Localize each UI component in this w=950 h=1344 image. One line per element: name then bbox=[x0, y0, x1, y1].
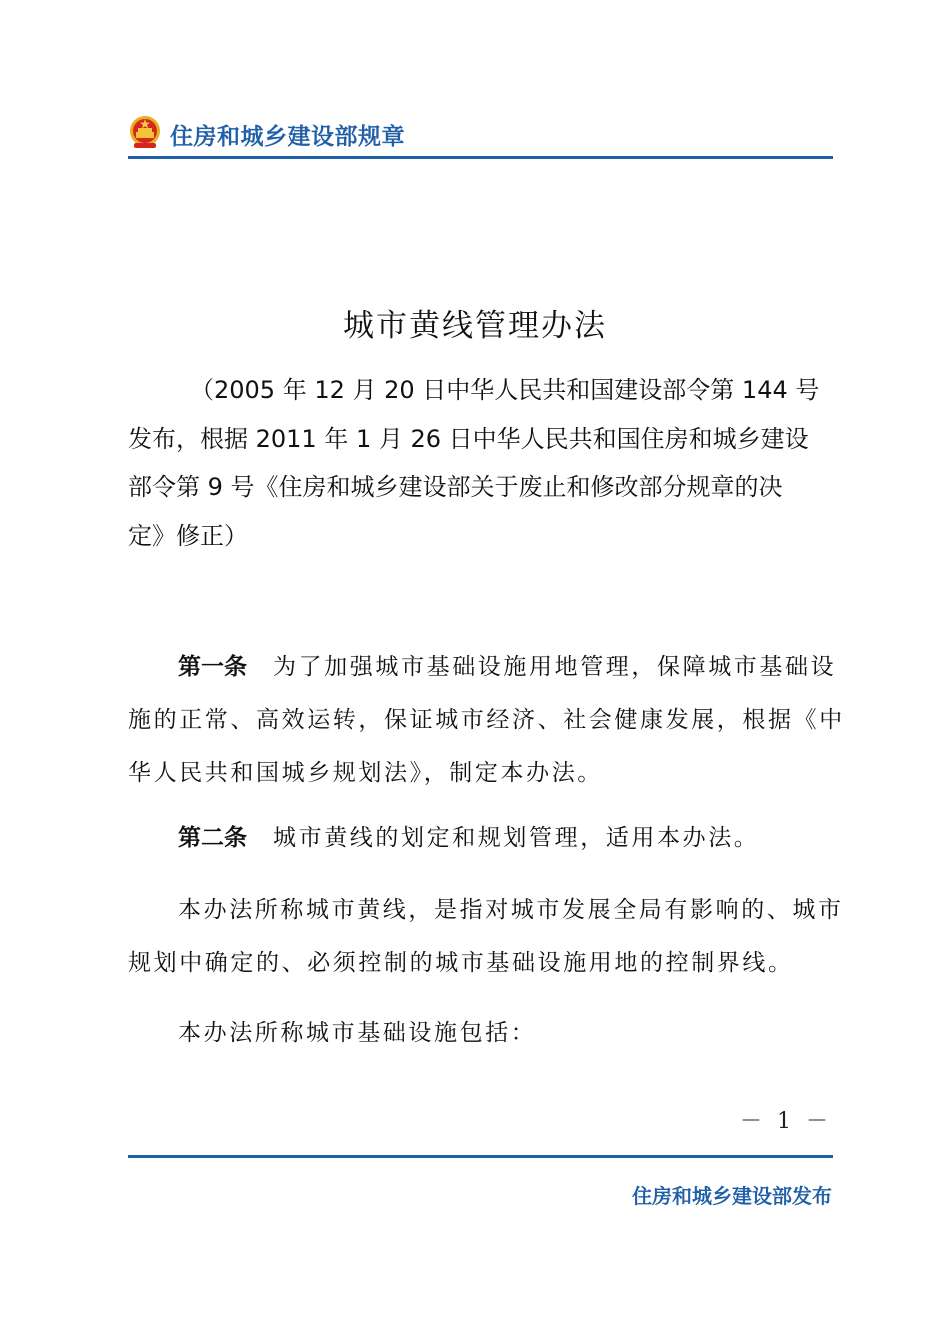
national-emblem-icon bbox=[128, 114, 162, 150]
definition-paragraph bbox=[128, 884, 844, 990]
article-2-paragraph bbox=[128, 812, 833, 865]
article-1-paragraph bbox=[128, 641, 845, 800]
paragraph-line: 华人民共和国城乡规划法》，制定本办法。 bbox=[128, 760, 603, 786]
page-header bbox=[128, 112, 833, 159]
paragraph-line: 城市黄线的划定和规划管理，适用本办法。 bbox=[273, 825, 760, 851]
header-title: 住房和城乡建设部规章 bbox=[170, 124, 405, 150]
note-line: 部令第 9 号《住房和城乡建设部关于废止和修改部分规章的决 bbox=[128, 473, 783, 501]
note-line: （2005 年 12 月 20 日中华人民共和国建设部令第 144 号 bbox=[190, 376, 820, 404]
paragraph-line: 规划中确定的、必须控制的城市基础设施用地的控制界线。 bbox=[128, 950, 794, 976]
note-line: 发布，根据 2011 年 1 月 26 日中华人民共和国住房和城乡建设 bbox=[128, 424, 809, 453]
note-line: 定》修正） bbox=[128, 521, 248, 550]
footer-divider bbox=[128, 1155, 833, 1158]
paragraph-line: 本办法所称城市黄线，是指对城市发展全局有影响的、城市 bbox=[178, 897, 844, 923]
paragraph-line: 为了加强城市基础设施用地管理，保障城市基础设 bbox=[273, 654, 837, 680]
paragraph-line: 本办法所称城市基础设施包括： bbox=[178, 1020, 537, 1046]
page-number: － 1 － bbox=[740, 1109, 832, 1134]
publication-note bbox=[128, 366, 833, 560]
document-title: 城市黄线管理办法 bbox=[343, 308, 607, 344]
article-heading: 第一条 bbox=[178, 654, 247, 680]
footer-publisher: 住房和城乡建设部发布 bbox=[632, 1184, 832, 1208]
article-heading: 第二条 bbox=[178, 825, 247, 851]
infrastructure-paragraph bbox=[128, 1007, 833, 1060]
paragraph-line: 施的正常、高效运转，保证城市经济、社会健康发展，根据《中 bbox=[128, 707, 845, 733]
